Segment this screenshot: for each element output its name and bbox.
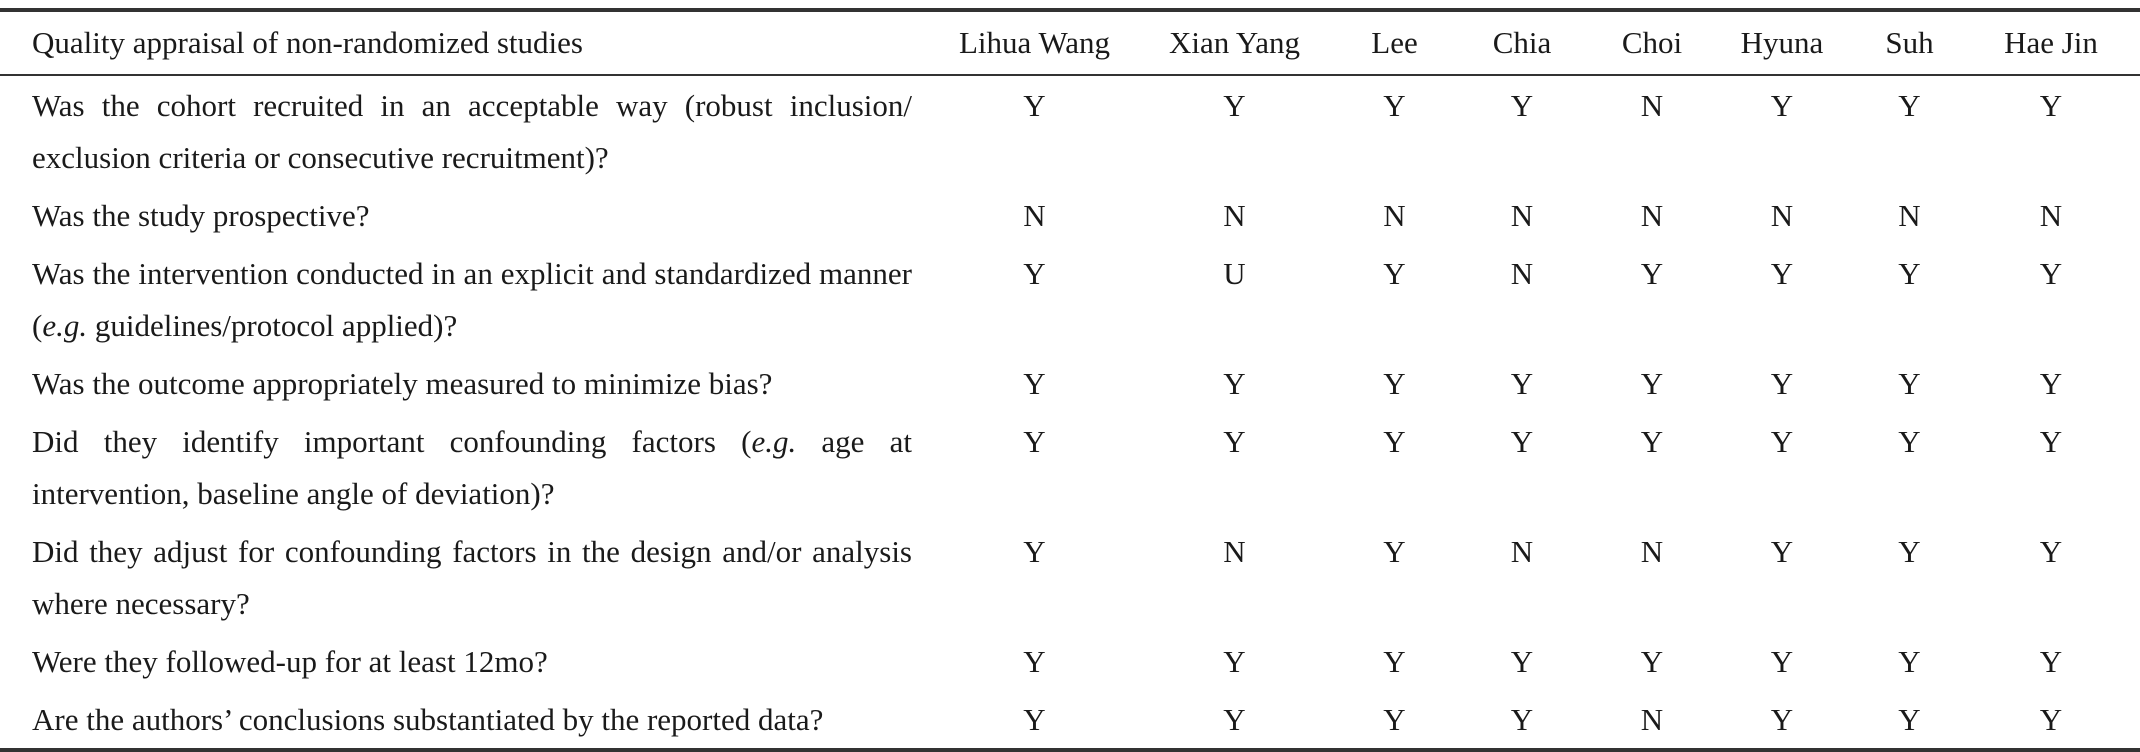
rating-cell: N	[1640, 88, 1664, 123]
rating-cell: Y	[1770, 88, 1794, 123]
question-text: Are the authors’ conclusions substantiated by the reported data?	[32, 702, 824, 737]
question-text-italic: e.g.	[42, 308, 88, 343]
rating-cell: Y	[1023, 366, 1046, 401]
rating-cell: Y	[1640, 644, 1664, 679]
rating-cell: Y	[1898, 88, 1921, 123]
rating-cell: Y	[1510, 366, 1534, 401]
rating-cell: N	[1383, 198, 1406, 233]
table-row	[0, 522, 2140, 632]
rating-cell: Y	[1770, 702, 1794, 737]
table-row	[0, 632, 2140, 690]
rating-cell: Y	[1898, 256, 1921, 291]
rating-cell: Y	[1383, 534, 1406, 569]
question-text: Were they followed-up for at least 12mo?	[32, 644, 548, 679]
appraisal-table-container	[0, 8, 2140, 752]
question-text: guidelines/protocol applied)?	[87, 308, 458, 343]
rating-cell: Y	[1023, 88, 1046, 123]
rating-cell: N	[1510, 198, 1534, 233]
rating-cell: Y	[1510, 644, 1534, 679]
question-cell	[0, 244, 942, 354]
rating-cell: Y	[1383, 256, 1406, 291]
rating-cell: Y	[1640, 424, 1664, 459]
table-row	[0, 412, 2140, 522]
rating-cell: Y	[1223, 424, 1246, 459]
rating-cell: Y	[1023, 424, 1046, 459]
question-cell	[0, 354, 942, 412]
rating-cell: Y	[2039, 702, 2063, 737]
question-text: Did they identify important confounding factors (	[32, 424, 752, 459]
question-cell	[0, 186, 942, 244]
table-row	[0, 186, 2140, 244]
study-column-header: Xian Yang	[1169, 25, 1300, 60]
question-text: Was the outcome appropriately measured to minimize bias?	[32, 366, 773, 401]
study-column-header: Hyuna	[1740, 25, 1824, 60]
study-column-header: Hae Jin	[2004, 25, 2098, 60]
rating-cell: Y	[1770, 424, 1794, 459]
question-column-header: Quality appraisal of non-randomized studies	[32, 25, 583, 60]
rating-cell: N	[1898, 198, 1921, 233]
rating-cell: Y	[1223, 88, 1246, 123]
rating-cell: Y	[1223, 366, 1246, 401]
rating-cell: Y	[1770, 644, 1794, 679]
rating-cell: Y	[2039, 366, 2063, 401]
rating-cell: Y	[1223, 702, 1246, 737]
rating-cell: Y	[1223, 644, 1246, 679]
question-text: Was the study prospective?	[32, 198, 370, 233]
rating-cell: Y	[1770, 366, 1794, 401]
rating-cell: Y	[1383, 424, 1406, 459]
question-cell	[0, 632, 942, 690]
rating-cell: Y	[1023, 644, 1046, 679]
study-column-header: Chia	[1492, 25, 1552, 60]
question-text: Did they adjust for confounding factors in the design and/or analysis where necessary?	[32, 534, 912, 621]
study-column-header: Choi	[1621, 25, 1683, 60]
rating-cell: N	[1770, 198, 1794, 233]
question-text-italic: e.g.	[751, 424, 797, 459]
rating-cell: Y	[1383, 644, 1406, 679]
table-row	[0, 354, 2140, 412]
rating-cell: Y	[1898, 424, 1921, 459]
table-row	[0, 244, 2140, 354]
question-text: Was the intervention conducted in an explicit and standardized manner (	[32, 256, 912, 343]
rating-cell: Y	[2039, 644, 2063, 679]
question-text: age at intervention, baseline angle of deviation)?	[32, 424, 913, 511]
rating-cell: Y	[1898, 366, 1921, 401]
study-column-header: Lee	[1371, 25, 1418, 60]
rating-cell: Y	[1510, 424, 1534, 459]
rating-cell: Y	[2039, 256, 2063, 291]
rating-cell: Y	[1770, 534, 1794, 569]
rating-cell: Y	[1383, 366, 1406, 401]
rating-cell: N	[1640, 534, 1664, 569]
rating-cell: Y	[1898, 644, 1921, 679]
rating-cell: N	[1640, 702, 1664, 737]
rating-cell: Y	[2039, 534, 2063, 569]
rating-cell: Y	[2039, 88, 2063, 123]
rating-cell: Y	[1023, 256, 1046, 291]
question-text: Was the cohort recruited in an acceptable way (robust inclusion/ exclusion criteria or consecutive recruitment)?	[32, 88, 912, 175]
study-column-header: Suh	[1885, 25, 1934, 60]
rating-cell: N	[1510, 256, 1534, 291]
table-body	[0, 75, 2140, 750]
rating-cell: N	[1023, 198, 1046, 233]
rating-cell: N	[1223, 534, 1246, 569]
rating-cell: N	[1640, 198, 1664, 233]
rating-cell: Y	[1770, 256, 1794, 291]
table-header	[0, 10, 2140, 75]
rating-cell: Y	[1510, 702, 1534, 737]
question-cell	[0, 522, 942, 632]
rating-cell: U	[1223, 256, 1246, 291]
table-row	[0, 75, 2140, 186]
rating-cell: Y	[2039, 424, 2063, 459]
rating-cell: N	[2039, 198, 2063, 233]
rating-cell: Y	[1510, 88, 1534, 123]
rating-cell: Y	[1383, 88, 1406, 123]
question-cell	[0, 690, 942, 750]
rating-cell: Y	[1023, 534, 1046, 569]
header-row	[0, 10, 2140, 75]
rating-cell: Y	[1640, 256, 1664, 291]
rating-cell: Y	[1383, 702, 1406, 737]
rating-cell: Y	[1898, 534, 1921, 569]
rating-cell: Y	[1640, 366, 1664, 401]
study-column-header: Lihua Wang	[958, 25, 1111, 60]
rating-cell: N	[1510, 534, 1534, 569]
rating-cell: N	[1223, 198, 1246, 233]
rating-cell: Y	[1898, 702, 1921, 737]
quality-appraisal-table	[0, 8, 2140, 752]
table-row	[0, 690, 2140, 750]
question-cell	[0, 75, 942, 186]
question-cell	[0, 412, 942, 522]
rating-cell: Y	[1023, 702, 1046, 737]
